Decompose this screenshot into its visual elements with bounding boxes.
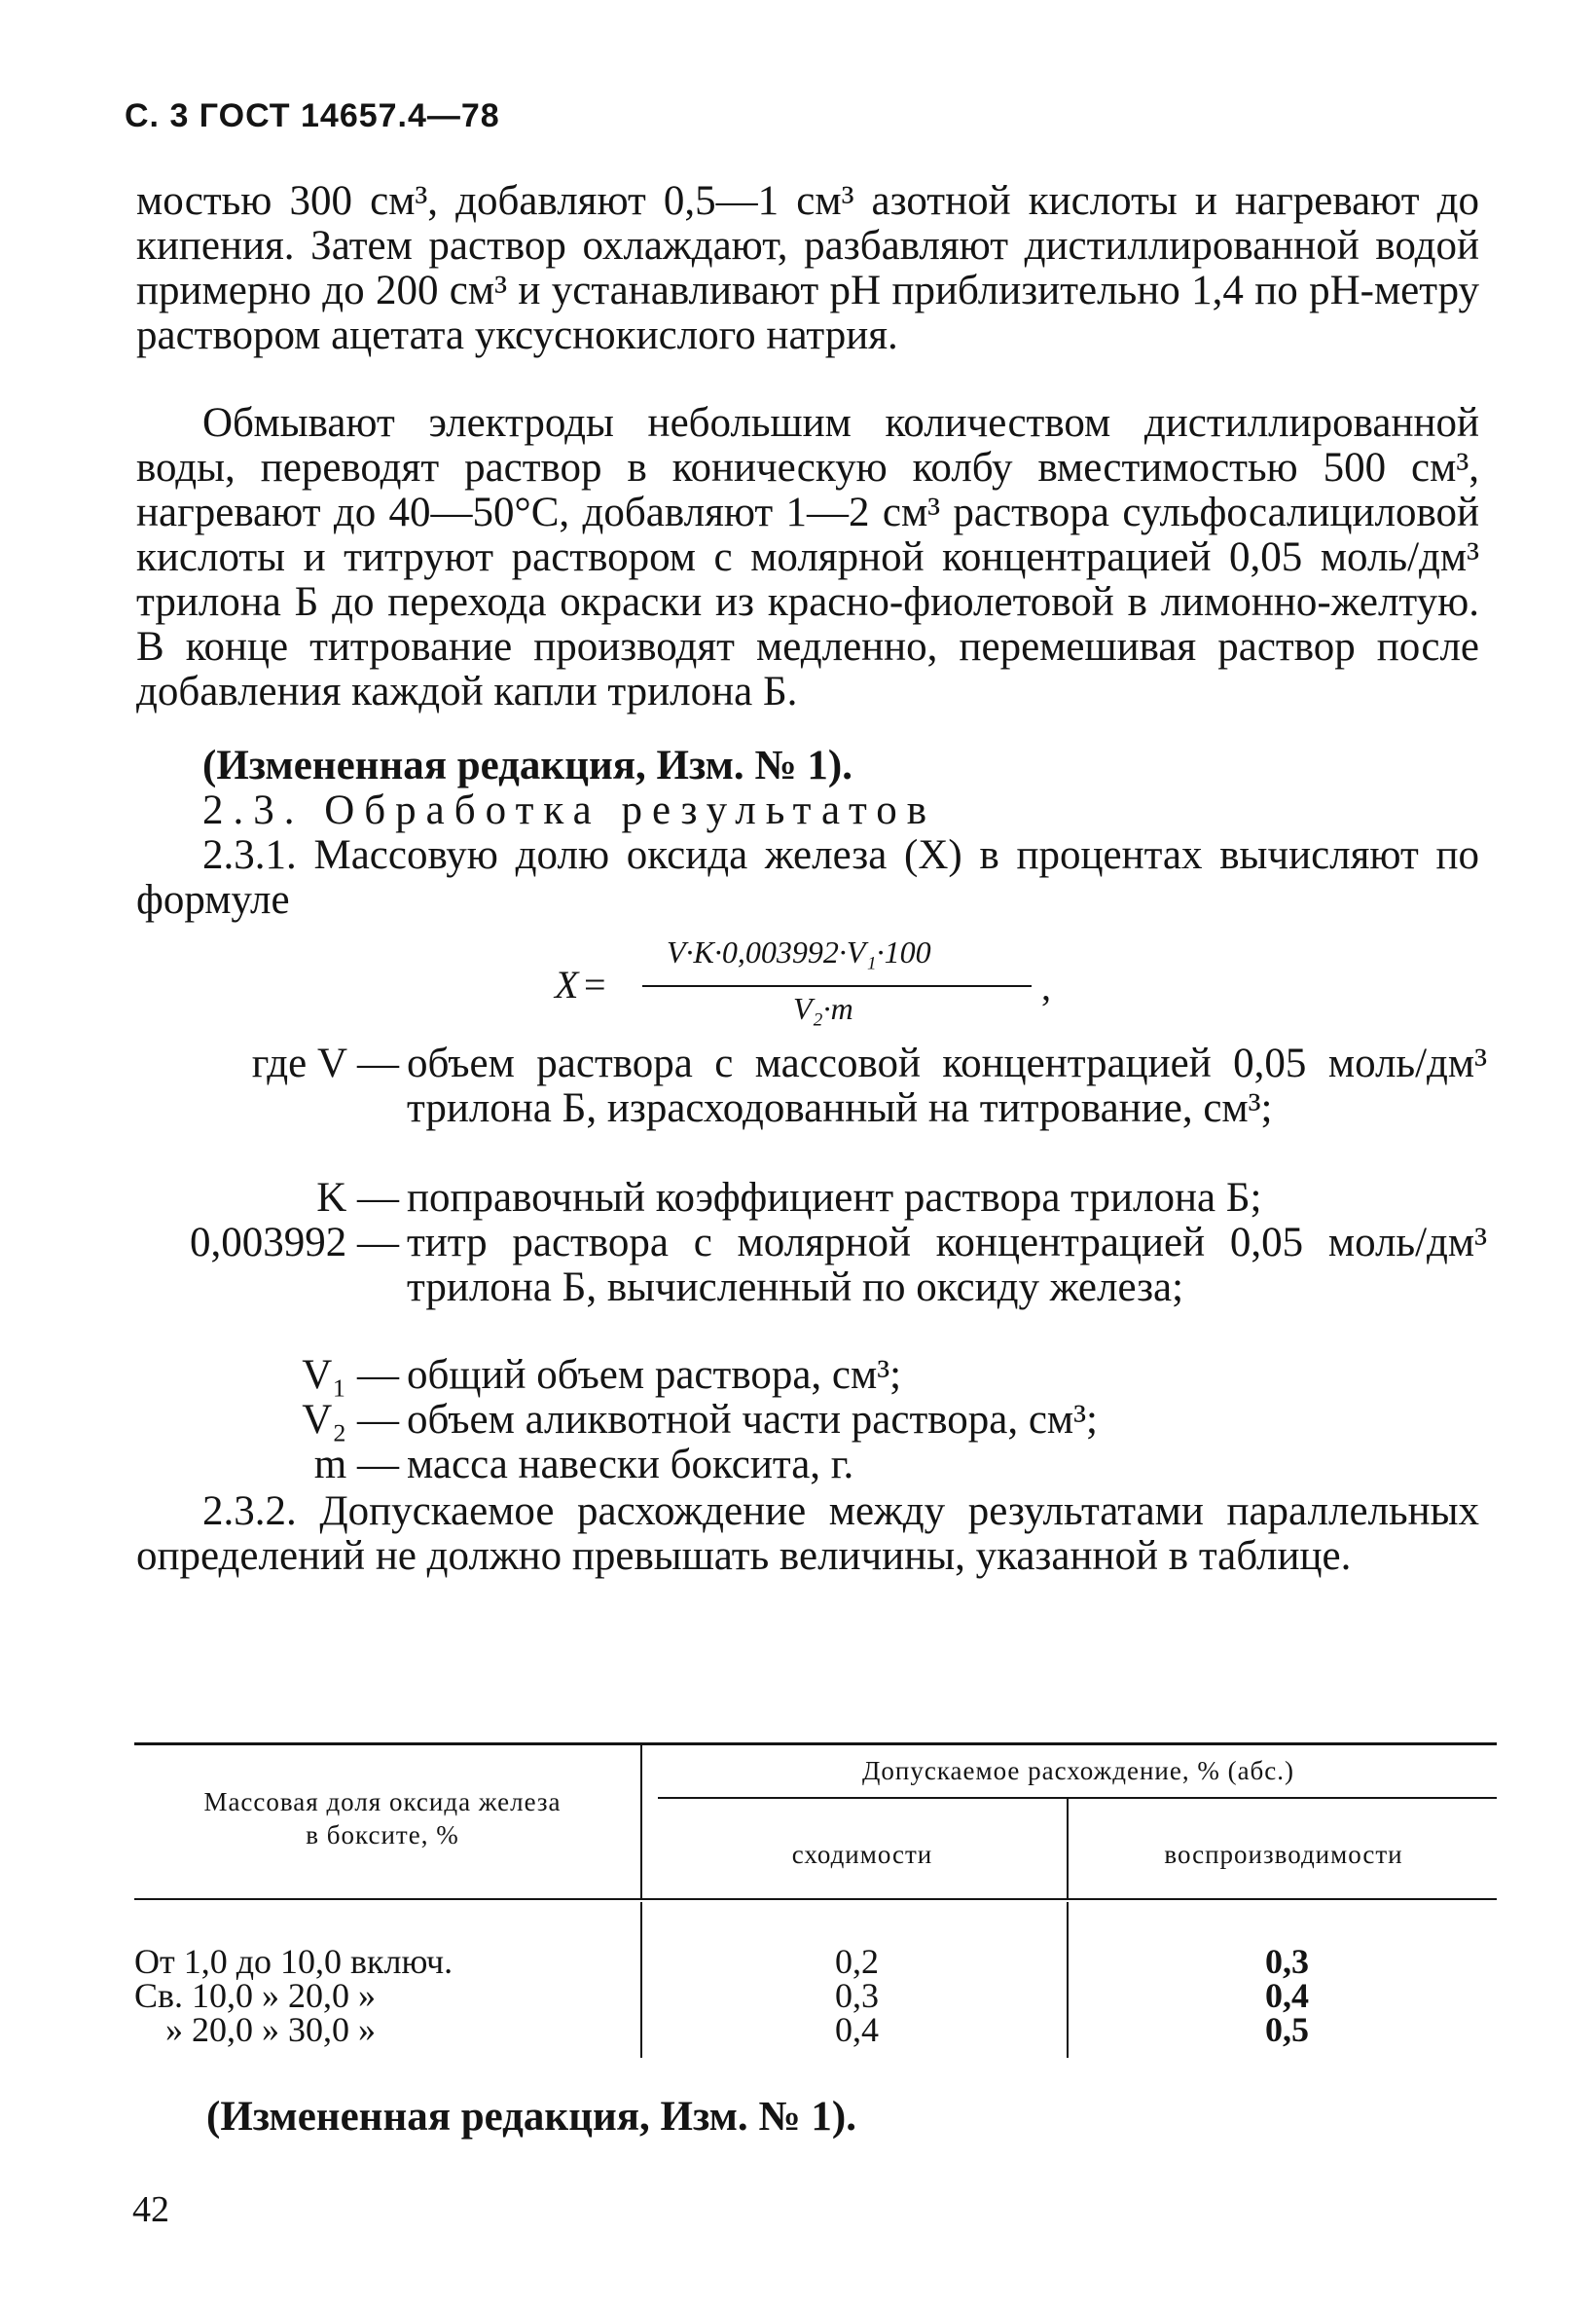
table-row-reproducibility: 0,4 xyxy=(1265,1976,1309,2015)
section-title: 2.3. Обработка результатов xyxy=(202,787,936,833)
table-vertical-rule xyxy=(1067,1799,1069,1898)
formula-equals: = xyxy=(584,963,606,1007)
definition-symbol: 0,003992 — xyxy=(190,1220,399,1265)
definition-text: масса навески боксита, г. xyxy=(407,1442,854,1487)
table-vertical-rule xyxy=(640,1742,642,1898)
formula-numerator: V·K·0,003992·V₁·100 xyxy=(667,934,931,970)
definition-symbol: где V — xyxy=(251,1041,399,1086)
definition-symbol: V₂ — xyxy=(302,1397,399,1443)
definition-item xyxy=(136,1221,1489,1357)
table-vertical-rule xyxy=(640,1902,642,2058)
page-header: С. 3 ГОСТ 14657.4—78 xyxy=(125,97,500,134)
table-row-reproducibility: 0,5 xyxy=(1265,2010,1309,2049)
formula-comma: , xyxy=(1041,965,1051,1008)
definition-item xyxy=(136,1176,1489,1221)
table-row-range: От 1,0 до 10,0 включ. xyxy=(134,1942,453,1981)
definition-symbol: m — xyxy=(313,1442,399,1487)
definition-text: поправочный коэффициент раствора трилона Б; xyxy=(407,1175,1262,1221)
group-header: Допускаемое расхождение, % (абс.) xyxy=(861,1756,1295,1785)
table-row-convergence: 0,3 xyxy=(835,1976,879,2015)
paragraph-2: Обмывают электроды небольшим количеством дистиллированной воды, переводят раствор в коническую колбу вместимостью 500 см³, нагревают до 40—50°С, добавляют 1—2 см³ раствора сульфосалициловой кислоты и титруют раствором с молярной концентрацией 0,05 моль/дм³ трилона Б до перехода окраски из красно-фиолетовой в лимонно-желтую. В конце титрование производят медленно, перемешивая раствор после добавления каждой капли трилона Б. xyxy=(136,400,1479,714)
col3-header: воспроизводимости xyxy=(1164,1840,1403,1869)
definition-item xyxy=(136,1042,1489,1178)
definition-item xyxy=(136,1398,1489,1443)
formula-denominator: V₂·m xyxy=(793,991,853,1026)
definition-text: титр раствора с молярной концентрацией 0,05 моль/дм³ трилона Б, вычисленный по оксиду железа; xyxy=(407,1220,1487,1310)
col2-header: сходимости xyxy=(791,1840,933,1869)
revision-note-1: (Измененная редакция, Изм. № 1). xyxy=(202,743,852,788)
definition-text: общий объем раствора, см³; xyxy=(407,1352,902,1398)
formula-lhs: X xyxy=(555,963,579,1007)
table-row-range: Св. 10,0 » 20,0 » xyxy=(134,1976,377,2015)
table-row-reproducibility: 0,3 xyxy=(1265,1942,1309,1981)
col1-header-line2: в боксите, % xyxy=(306,1820,459,1849)
paragraph-1: мостью 300 см³, добавляют 0,5—1 см³ азотной кислоты и нагревают до кипения. Затем раствор охлаждают, разбавляют дистиллированной водой примерно до 200 см³ и устанавливают pH приблизительно 1,4 по pH-метру раствором ацетата уксуснокислого натрия. xyxy=(136,178,1479,358)
col1-header-line1: Массовая доля оксида железа xyxy=(203,1787,562,1816)
definition-item xyxy=(136,1443,1489,1487)
table-row-convergence: 0,4 xyxy=(835,2010,879,2049)
definition-item xyxy=(136,1353,1489,1398)
paragraph-4: 2.3.2. Допускаемое расхождение между результатами параллельных определений не должно превышать величины, указанной в таблице. xyxy=(136,1488,1479,1579)
definition-symbol: V₁ — xyxy=(302,1352,399,1398)
paragraph-3: 2.3.1. Массовую долю оксида железа (X) в процентах вычисляют по формуле xyxy=(136,832,1479,923)
definition-text: объем аликвотной части раствора, см³; xyxy=(407,1397,1098,1443)
table-vertical-rule xyxy=(1067,1902,1069,2058)
table-row-convergence: 0,2 xyxy=(835,1942,879,1981)
definition-symbol: K — xyxy=(316,1175,399,1221)
revision-note-2: (Измененная редакция, Изм. № 1). xyxy=(206,2094,856,2140)
table-row-range: » 20,0 » 30,0 » xyxy=(165,2010,376,2049)
table-header-rule xyxy=(134,1898,1497,1900)
iron-oxide-formula xyxy=(555,934,1061,1032)
fraction-bar xyxy=(642,985,1032,987)
table-top-rule xyxy=(134,1742,1497,1745)
definition-text: объем раствора с массовой концентрацией 0,05 моль/дм³ трилона Б, израсходованный на титрование, см³; xyxy=(407,1041,1487,1131)
table-group-rule xyxy=(658,1797,1497,1799)
page-number: 42 xyxy=(132,2189,169,2230)
